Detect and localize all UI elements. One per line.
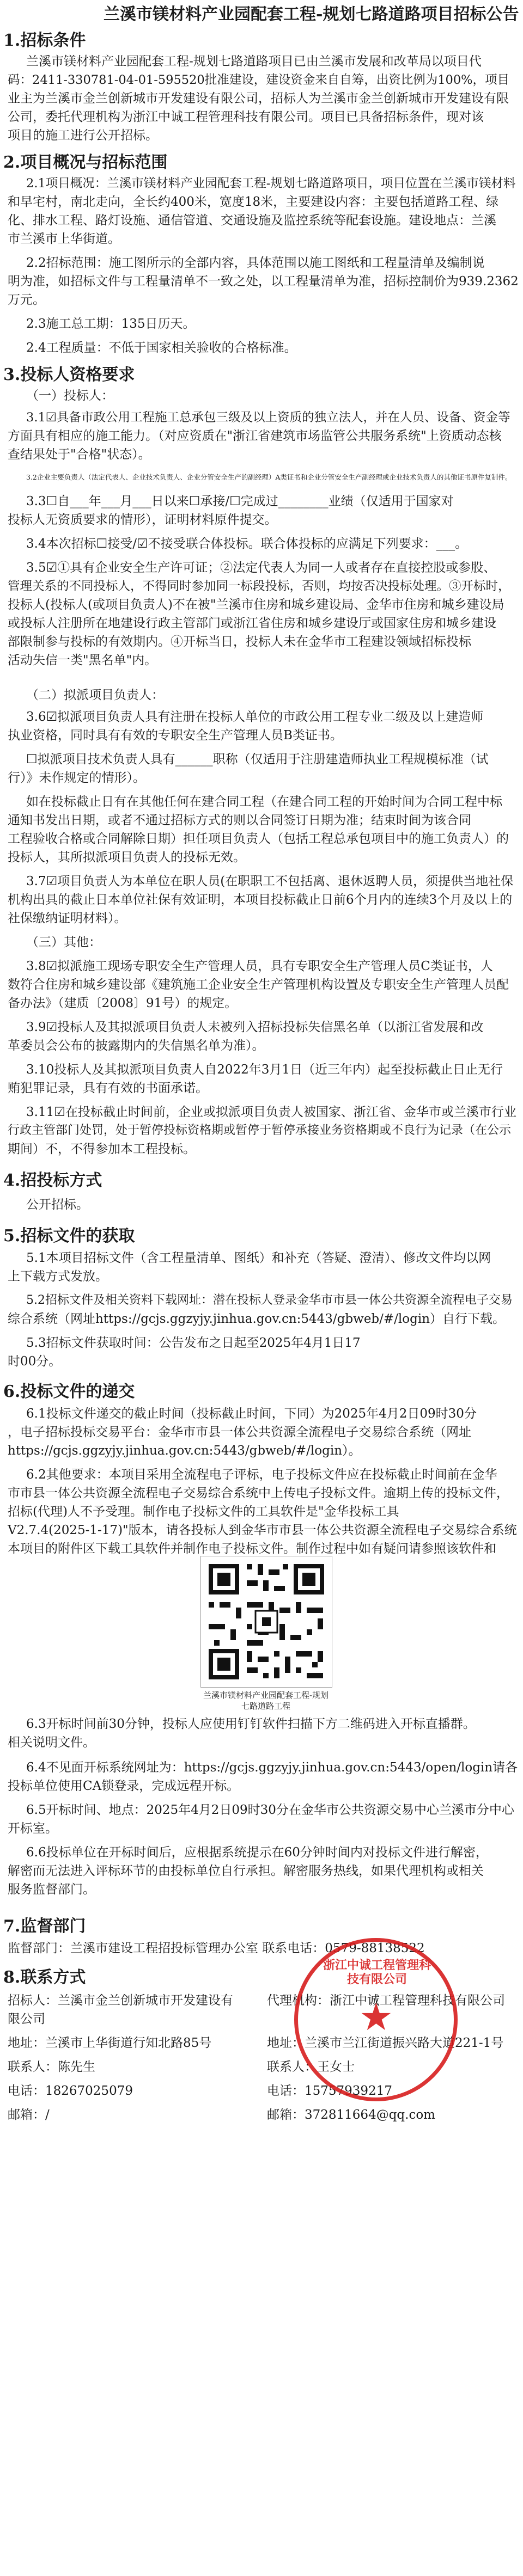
section-2-heading: 2.项目概况与招标范围	[3, 153, 168, 172]
section-6-heading: 6.投标文件的递交	[3, 1382, 135, 1401]
contact-right: 地址：兰溪市兰江街道振兴路大道221-1号	[267, 2036, 504, 2050]
text-line: https://gcjs.ggzyjy.jinhua.gov.cn:5443/gbweb/#/login）。	[8, 1444, 361, 1458]
text-line: 执业资格，同时具有有效的专职安全生产管理人员B类证书。	[8, 728, 343, 743]
contact-left: 联系人：陈先生	[8, 2060, 95, 2074]
text-line: 投标单位使用CA锁登录，完成远程开标。	[8, 1779, 240, 1793]
contact-left: 限公司	[8, 2012, 45, 2026]
text-line: 投标人(投标人(或项目负责人)不在被"兰溪市住房和城乡建设局、金华市住房和城乡建设局	[8, 598, 504, 612]
text-line: 3.4本次招标☐接受/☑不接受联合体投标。联合体投标的应满足下列要求：___。	[26, 537, 468, 551]
text-line: 解密而无法进入评标环节的由投标单位自行承担。解密服务热线，如果代理机构或相关	[8, 1864, 484, 1878]
text-line: 5.2招标文件及相关资料下载网址：潜在投标人登录金华市市县一体公共资源全流程电子交易	[26, 1293, 513, 1307]
text-line: 2.4工程质量：不低于国家相关验收的合格标准。	[26, 341, 297, 355]
text-line: 活动失信一类"黑名单"内。	[8, 653, 157, 667]
text-line: 市兰溪市上华街道。	[8, 232, 120, 246]
text-line: 或投标人注册所在地建设行政主管部门或浙江省住房和城乡建设厅或国家住房和城乡建设	[8, 616, 496, 630]
text-line: 投标人无资质要求的情形），证明材料原件提交。	[8, 513, 277, 527]
section-4-heading: 4.招投标方式	[3, 1171, 102, 1190]
section-7-heading: 7.监督部门	[3, 1917, 86, 1936]
text-line: 3.9☑投标人及其拟派项目负责人未被列入招标投标失信黑名单（以浙江省发展和改	[26, 1020, 484, 1034]
text-line: 3.1☑具备市政公用工程施工总承包三级及以上资质的独立法人，并在人员、设备、资金等	[26, 410, 510, 425]
text-line: 行政主管部门处罚，处于暂停投标资格期或暂停于暂停承接业务资格期或不良行为记录（在公示	[8, 1124, 512, 1137]
text-line: 综合系统（网址https://gcjs.ggzyjy.jinhua.gov.cn:5443/gbweb/#/login）自行下载。	[8, 1312, 506, 1326]
text-line: 3.11☑在投标截止时间前，企业或拟派项目负责人被国家、浙江省、金华市或兰溪市行业	[26, 1105, 516, 1119]
text-line: 市市县一体公共资源全流程电子交易综合系统中上传电子投标文件。逾期上传的投标文件，	[8, 1486, 509, 1500]
contact-right: 联系人：王女士	[267, 2060, 355, 2074]
text-line: 社保缴纳证明材料）。	[8, 911, 127, 925]
text-line: 如在投标截止日有在其他任何在建合同工程（在建合同工程的开始时间为合同工程中标	[26, 795, 502, 809]
text-line: V2.7.4(2025-1-17)"版本，请各投标人到金华市市县一体公共资源全流程电子交易综合系统	[8, 1523, 517, 1537]
text-line: 开标室。	[8, 1821, 58, 1836]
contact-left: 地址：兰溪市上华街道行知北路85号	[8, 2036, 212, 2050]
text-line: 万元。	[8, 293, 45, 307]
text-line: 码：2411-330781-04-01-595520批准建设，建设资金来自自筹，出资比例为100%，项目	[8, 73, 510, 87]
star-icon: ★	[359, 1995, 393, 2039]
qr-code-icon	[200, 1556, 332, 1688]
contact-right: 邮箱：372811664@qq.com	[267, 2108, 435, 2122]
text-line: 投标人，其所拟派项目负责人的投标无效。	[8, 850, 246, 864]
text-line: （一）投标人：	[26, 389, 114, 403]
text-line: ☐拟派项目技术负责人具有______职称（仅适用于注册建造师执业工程规模标准（试	[26, 752, 489, 766]
seal-text: 浙江中诚工程管理科技有限公司	[323, 1958, 431, 1986]
text-line: 备办法》（建质〔2008〕91号）的规定。	[8, 996, 238, 1010]
text-line: 6.4不见面开标系统网址为：https://gcjs.ggzyjy.jinhua.gov.cn:5443/open/login请各	[26, 1761, 518, 1775]
contact-left: 邮箱：/	[8, 2108, 50, 2122]
text-line: 3.8☑拟派施工现场专职安全生产管理人员，具有专职安全生产管理人员C类证书，人	[26, 959, 493, 973]
text-line: 3.5☑①具有企业安全生产许可证；②法定代表人为同一人或者存在直接控股或参股、	[26, 561, 496, 575]
text-line: 通知书发出日期，或者不通过招标方式的则以合同签订日期为准；结束时间为该合同	[8, 813, 471, 827]
text-line: 化、排水工程、路灯设施、通信管道、交通设施及监控系统等配套设施。建设地点：兰溪	[8, 213, 496, 228]
text-line: 贿犯罪记录，具有有效的书面承诺。	[8, 1081, 208, 1095]
section-1-heading: 1.招标条件	[3, 31, 86, 50]
text-line: 上下载方式发放。	[8, 1269, 108, 1284]
contact-left: 招标人：兰溪市金兰创新城市开发建设有	[8, 1994, 233, 2008]
qr-caption: 七路道路工程	[241, 1701, 290, 1711]
text-line: 3.7☑项目负责人为本单位在职人员(在职职工不包括离、退休返聘人员，须提供当地社保	[26, 874, 514, 888]
text-line: ，电子招标投标交易平台：金华市市县一体公共资源全流程电子交易综合系统（网址	[8, 1425, 471, 1439]
text-line: 本项目的附件区下载工具软件并制作电子投标文件。制作过程中如有疑问请参照该软件和	[8, 1542, 496, 1556]
text-line: （三）其他：	[26, 935, 101, 949]
text-line: 招标(代理)人不予受理。制作电子投标文件的工具软件是"金华投标工具	[8, 1505, 399, 1519]
text-line: 3.2企业主要负责人（法定代表人、企业技术负责人、企业分管安全生产的副经理）A类证书和企业分管安全生产副经理或企业技术负责人的其他证书原件复制件。	[26, 473, 512, 481]
text-line: 3.6☑拟派项目负责人具有注册在投标人单位的市政公用工程专业二级及以上建造师	[26, 710, 484, 724]
text-line: 6.2其他要求：本项目采用全流程电子评标，电子投标文件应在投标截止时间前在金华	[26, 1468, 497, 1482]
text-line: 3.10投标人及其拟派项目负责人自2022年3月1日（近三年内）起至投标截止日止无行	[26, 1063, 503, 1077]
text-line: （二）拟派项目负责人：	[26, 688, 164, 702]
text-line: 管理关系的不同投标人，不得同时参加同一标段投标，否则，均按否决投标处理。③开标时，	[8, 579, 510, 593]
text-line: 时00分。	[8, 1354, 62, 1369]
section-5-heading: 5.招标文件的获取	[3, 1226, 135, 1246]
text-line: 革委员会公布的披露期内的失信黑名单为准）。	[8, 1039, 265, 1053]
text-line: 相关说明文件。	[8, 1735, 95, 1750]
text-line: 兰溪市镁材料产业园配套工程-规划七路道路项目已由兰溪市发展和改革局以项目代	[26, 54, 482, 69]
contact-right: 电话：15757939217	[267, 2084, 392, 2098]
text-line: 和早宅村，南北走向，全长约400米，宽度18米，主要建设内容：主要包括道路工程、绿	[8, 195, 499, 209]
text-line: 2.2招标范围：施工图所示的全部内容，具体范围以施工图纸和工程量清单及编制说	[26, 256, 485, 270]
text-line: 6.1投标文件递交的截止时间（投标截止时间，下同）为2025年4月2日09时30分	[26, 1407, 477, 1421]
text-line: 机构出具的截止日本单位社保有效证明，本项目投标截止日前6个月内的连续3个月及以上的	[8, 893, 513, 907]
text-line: 行）》未作规定的情形）。	[8, 771, 145, 785]
text-line: 服务监督部门。	[8, 1882, 95, 1897]
page-title: 兰溪市镁材料产业园配套工程-规划七路道路项目招标公告	[104, 5, 519, 24]
text-line: 业主为兰溪市金兰创新城市开发建设有限公司，招标人为兰溪市金兰创新城市开发建设有限	[8, 91, 509, 106]
text-line: 2.1项目概况：兰溪市镁材料产业园配套工程-规划七路道路项目，项目位置在兰溪市镁材料	[26, 176, 516, 191]
text-line: 监督部门：兰溪市建设工程招投标管理办公室 联系电话：0579-88138522	[8, 1941, 425, 1955]
text-line: 2.3施工总工期：135日历天。	[26, 317, 196, 331]
text-line: 公开招标。	[26, 1198, 89, 1212]
text-line: 项目的施工进行公开招标。	[8, 128, 158, 143]
text-line: 3.3☐自___年___月___日以来☐承接/☐完成过________业绩（仅适用于国家对	[26, 494, 454, 508]
text-line: 部限制参与投标的有效期内。④开标当日，投标人未在金华市工程建设领域招标投标	[8, 635, 471, 649]
text-line: 5.3招标文件获取时间：公告发布之日起至2025年4月1日17	[26, 1336, 361, 1350]
text-line: 期间）不，不得参加本工程投标。	[8, 1142, 196, 1156]
text-line: 工程验收合格或合同解除日期）担任项目负责人（包括工程总承包项目中的施工负责人）的	[8, 832, 509, 846]
text-line: 5.1本项目招标文件（含工程量清单、图纸）和补充（答疑、澄清）、修改文件均以网	[26, 1251, 491, 1265]
text-line: 查结果处于"合格"状态）。	[8, 447, 151, 462]
qr-caption: 兰溪市镁材料产业园配套工程-规划	[203, 1690, 329, 1700]
contact-right: 代理机构：浙江中诚工程管理科技有限公司	[267, 1994, 505, 2008]
text-line: 公司，委托代理机构为浙江中诚工程管理科技有限公司。项目已具备招标条件，现对该	[8, 110, 484, 124]
text-line: 6.3开标时间前30分钟，投标人应使用钉钉软件扫描下方二维码进入开标直播群。	[26, 1717, 476, 1731]
company-seal-icon	[294, 1938, 458, 2101]
section-3-heading: 3.投标人资格要求	[3, 365, 135, 384]
text-line: 明为准，如招标文件与工程量清单不一致之处，以工程量清单为准，招标控制价为939.2362	[8, 274, 519, 289]
text-line: 6.6投标单位在开标时间后，应根据系统提示在60分钟时间内对投标文件进行解密，	[26, 1845, 488, 1860]
text-line: 6.5开标时间、地点：2025年4月2日09时30分在金华市公共资源交易中心兰溪市分中心	[26, 1803, 514, 1817]
section-8-heading: 8.联系方式	[3, 1968, 86, 1987]
text-line: 方面具有相应的施工能力。（对应资质在"浙江省建筑市场监管公共服务系统"上资质动态核	[8, 429, 502, 443]
text-line: 数符合住房和城乡建设部《建筑施工企业安全生产管理机构设置及专职安全生产管理人员配	[8, 978, 509, 992]
contact-left: 电话：18267025079	[8, 2084, 133, 2098]
